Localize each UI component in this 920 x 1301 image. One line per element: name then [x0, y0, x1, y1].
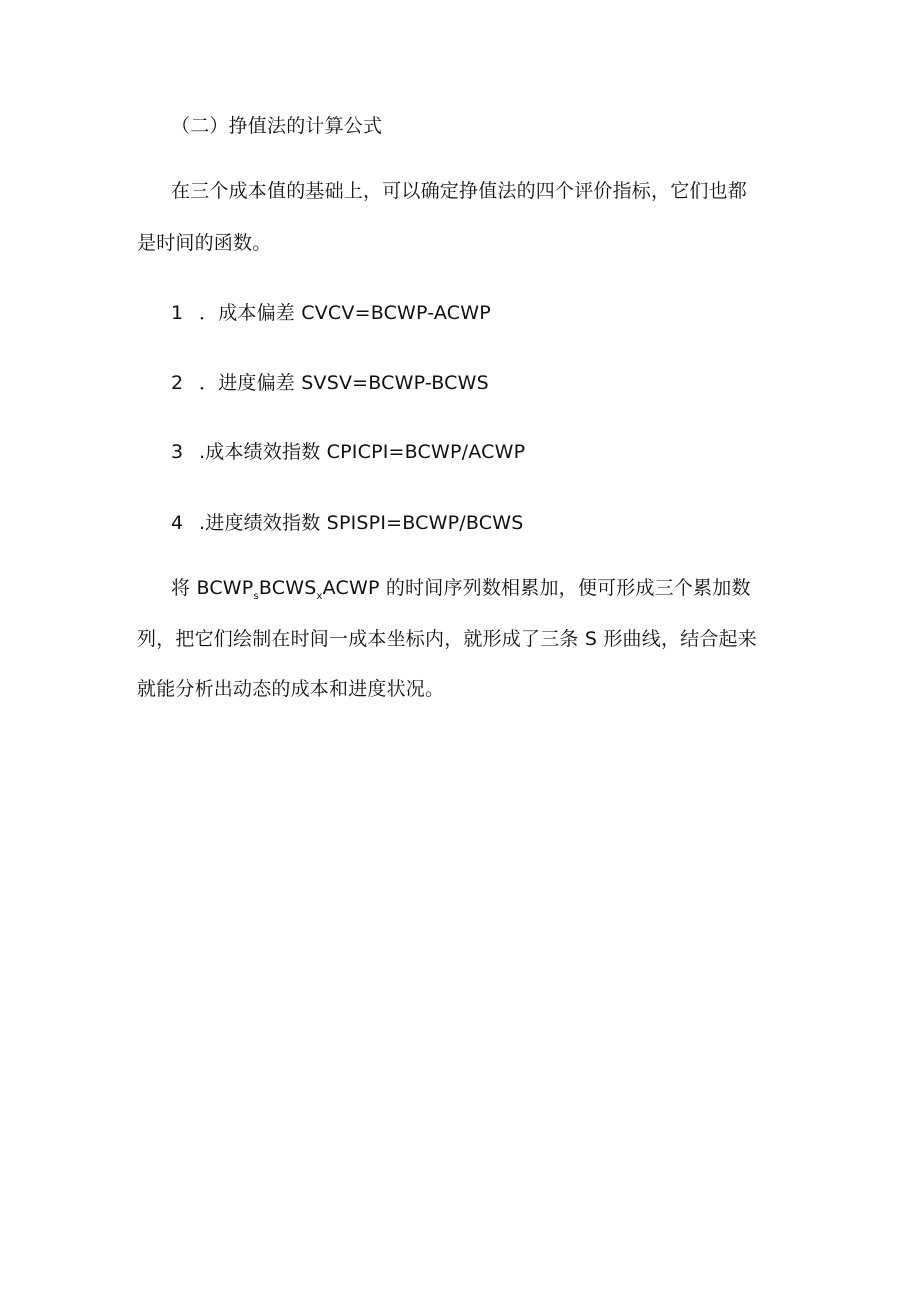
formula-number: 2: [171, 372, 184, 394]
formula-item-spi: [171, 510, 523, 536]
closing-paragraph-line-3: 就能分析出动态的成本和进度状况。: [137, 678, 445, 700]
closing-text-post: ACWP 的时间序列数相累加，便可形成三个累加数: [322, 577, 751, 599]
formula-text: .进度绩效指数 SPISPI=BCWP/BCWS: [199, 512, 524, 534]
formula-text: .成本绩效指数 CPICPI=BCWP/ACWP: [199, 441, 526, 463]
closing-paragraph-line-2: 列，把它们绘制在时间一成本坐标内，就形成了三条 S 形曲线，结合起来: [137, 628, 757, 650]
closing-text-mid: BCWS: [258, 577, 317, 599]
formula-item-cpi: [171, 439, 525, 465]
formula-number: 1: [171, 302, 184, 324]
section-heading: （二）挣值法的计算公式: [171, 115, 383, 137]
closing-text-pre: 将 BCWP: [171, 577, 254, 599]
formula-number: 3: [171, 441, 184, 463]
formula-item-sv: [171, 370, 489, 396]
formula-text: ．进度偏差 SVSV=BCWP-BCWS: [199, 372, 489, 394]
formula-item-cv: [171, 300, 491, 326]
closing-subscript-1: s: [253, 591, 259, 602]
intro-paragraph-line-2: 是时间的函数。: [137, 232, 272, 254]
closing-subscript-2: x: [316, 591, 323, 602]
formula-number: 4: [171, 512, 184, 534]
formula-text: ．成本偏差 CVCV=BCWP-ACWP: [199, 302, 491, 324]
intro-paragraph-line-1: 在三个成本值的基础上，可以确定挣值法的四个评价指标，它们也都: [171, 180, 748, 202]
closing-paragraph-line-1: [171, 575, 751, 605]
